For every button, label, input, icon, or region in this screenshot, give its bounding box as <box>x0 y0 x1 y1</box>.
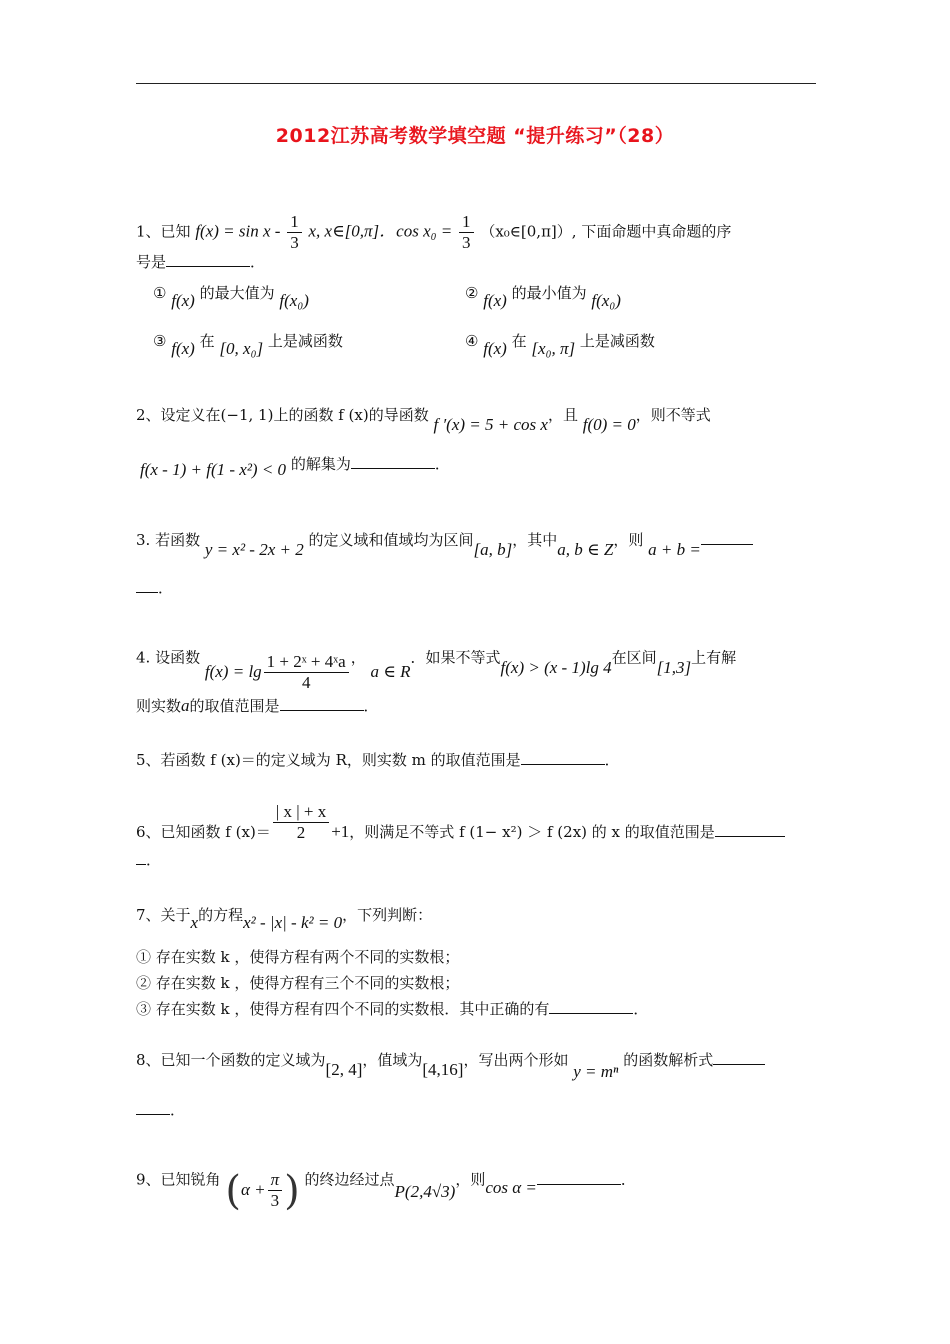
q6-answer-blank-a <box>715 822 785 837</box>
q7-item-1: ① 存在实数 k ，使得方程有两个不同的实数根； <box>136 948 460 966</box>
q2-line2: f(x - 1) + f(1 - x²) < 0 的解集为 ． <box>140 455 450 479</box>
q1-line2: 号是 ． <box>136 253 266 271</box>
q2-line1: 2、设定义在(−1, 1)上的函数 f (x)的导函数 f ′(x) = 5 + cos x，且 f(0) = 0，则不等式 <box>136 406 711 434</box>
q3-answer-blank-a <box>701 530 753 545</box>
q4-frac: $\frac{\text{1 + 2ˣ + 4ˣa}}{4}$ <box>264 652 349 693</box>
top-rule <box>136 83 816 84</box>
q7-item-3: ③ 存在实数 k ，使得方程有四个不同的实数根．其中正确的有 ． <box>136 1000 649 1018</box>
q6-answer-blank-b <box>136 850 146 865</box>
q1-cond: （x₀∈[0,π]）, 下面命题中真命题的序 <box>480 222 732 241</box>
q3-answer-blank-b <box>136 578 158 593</box>
q1-lead: 1、已知 <box>136 222 191 241</box>
q1-fdef: f(x) = sin x - <box>195 221 281 241</box>
q4-answer-blank <box>280 696 364 711</box>
q7-answer-blank <box>549 999 633 1014</box>
q8-line2: ． <box>136 1100 185 1120</box>
q8-answer-blank-a <box>713 1050 765 1065</box>
q1-line1 <box>136 212 731 253</box>
q1-answer-blank <box>166 252 250 267</box>
q3-line1: 3. 若函数 y = x² - 2x + 2 的定义域和值域均为区间[a, b]，其中a, b ∈ Z，则 a + b = <box>136 530 753 550</box>
page-title: 2012江苏高考数学填空题 “提升练习”（28） <box>275 125 675 147</box>
q4-line2: 则实数a的取值范围是 ． <box>136 696 379 715</box>
q6-line1: 6、已知函数 f (x)＝ $\frac{| x | + x}{2}$ +1，则满足不等式 f (1− x²) ＞ f (2x) 的 x 的取值范围是 <box>136 802 785 843</box>
q1-option-4: ④ f(x) 在 [x₀, π] 上是减函数 <box>465 332 655 358</box>
q7-item-2: ② 存在实数 k ，使得方程有三个不同的实数根； <box>136 974 460 992</box>
q5-line: 5、若函数 f (x)＝的定义域为 R，则实数 m 的取值范围是 ． <box>136 751 620 769</box>
q5-answer-blank <box>521 750 605 765</box>
q3-line2: ． <box>136 578 173 598</box>
q6-line2: ． <box>136 850 161 870</box>
q2-answer-blank <box>351 454 435 469</box>
q1-option-3: ③ f(x) 在 [0, x₀] 上是减函数 <box>153 332 343 358</box>
q9-angle: (α + $\frac{\pi}{3}$ ) <box>225 1167 300 1214</box>
q9-line: 9、已知锐角 (α + $\frac{\pi}{3}$ ) 的终边经过点P(2,4√3)，则cos α = ． <box>136 1167 636 1214</box>
q1-ftail: x, x∈[0,π]．cos x₀ = <box>308 221 453 241</box>
q6-frac: $\frac{| x | + x}{2}$ <box>273 802 329 843</box>
q8-answer-blank-b <box>136 1100 170 1115</box>
q1-option-2: ② f(x) 的最小值为 f(x₀) <box>465 284 621 310</box>
q2-inequality: f(x - 1) + f(1 - x²) < 0 <box>140 460 287 479</box>
q7-line1: 7、关于x的方程x² - |x| - k² = 0，下列判断： <box>136 906 433 932</box>
q1-option-1: ① f(x) 的最大值为 f(x₀) <box>153 284 309 310</box>
q4-line1: 4. 设函数 f(x) = lg $\frac{\text{1 + 2ˣ + 4ˣa}}{4}$ ， a ∈ R．如果不等式f(x) > (x - 1)lg 4在区间[1,3]上有解 <box>136 648 737 692</box>
q1-frac2: $\frac{1}{3}$ <box>459 212 474 253</box>
q9-answer-blank <box>537 1170 621 1185</box>
q8-line1: 8、已知一个函数的定义域为[2, 4]，值域为[4,16]，写出两个形如 y = mⁿ 的函数解析式 <box>136 1050 765 1070</box>
q1-frac: $\frac{1}{3}$ <box>287 212 302 253</box>
q2-derivative: f ′(x) = 5 + cos x <box>433 415 548 434</box>
q9-frac: $\frac{\pi}{3}$ <box>268 1170 283 1211</box>
